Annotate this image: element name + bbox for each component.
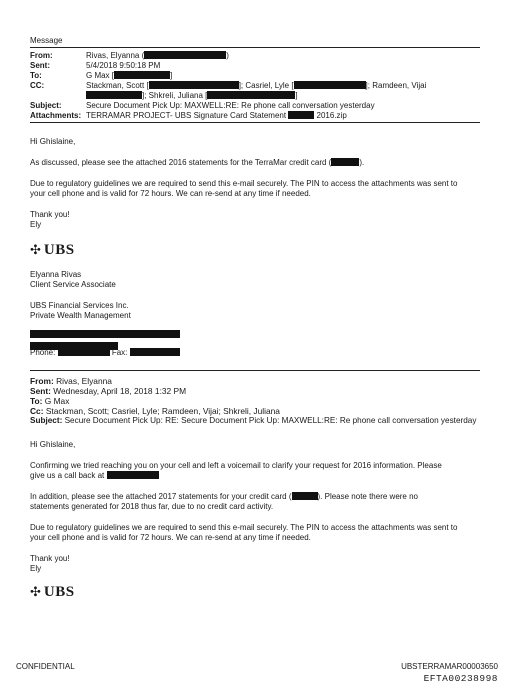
to-value: G Max [ ]: [86, 71, 173, 80]
ubs-wordmark: UBS: [43, 242, 75, 258]
redaction: [114, 71, 170, 79]
body-paragraph: your cell phone and is valid for 72 hours. We can re-send at any time if needed.: [30, 189, 311, 198]
ubs-keys-icon: ✣: [30, 585, 41, 600]
ubs-keys-icon: ✣: [30, 243, 41, 258]
confidential-label: CONFIDENTIAL: [16, 662, 75, 671]
redaction: [58, 348, 110, 356]
cc-label: CC:: [30, 81, 45, 90]
from-label: From:: [30, 51, 53, 60]
msg2-paragraph: In addition, please see the attached 2017 statements for your credit card ( ). Please note there were no: [30, 492, 419, 501]
redaction: [207, 91, 295, 99]
redaction: [292, 492, 318, 500]
msg2-to: To: G Max: [30, 396, 70, 406]
signature-title: Client Service Associate: [30, 280, 116, 289]
redaction: [144, 51, 226, 59]
msg2-paragraph: Due to regulatory guidelines we are required to send this e-mail securely. The PIN to access the attachments was sent to: [30, 523, 458, 532]
ubs-wordmark: UBS: [43, 584, 75, 600]
sent-value: 5/4/2018 9:50:18 PM: [86, 61, 161, 70]
msg2-greeting: Hi Ghislaine,: [30, 440, 76, 449]
thanks: Thank you!: [30, 210, 70, 219]
redaction: [107, 471, 159, 479]
signature-name: Elyanna Rivas: [30, 270, 82, 279]
header-rule-bottom: [30, 122, 480, 123]
msg2-from: From: Rivas, Elyanna: [30, 376, 112, 386]
msg2-paragraph: Confirming we tried reaching you on your cell and left a voicemail to clarify your request for 2016 information. Please: [30, 461, 442, 470]
subject-value: Secure Document Pick Up: MAXWELL:RE: Re phone call conversation yesterday: [86, 101, 375, 110]
cc-value-line1: Stackman, Scott [ ]; Casriel, Lyle [ ]; Ramdeen, Vijai: [86, 81, 427, 90]
greeting: Hi Ghislaine,: [30, 137, 76, 146]
attachments-value[interactable]: TERRAMAR PROJECT- UBS Signature Card Statement 2016.zip: [86, 111, 347, 120]
from-value: Rivas, Elyanna ( ): [86, 51, 229, 60]
ubs-logo: [30, 242, 75, 259]
msg2-subject: Subject: Secure Document Pick Up: RE: Secure Document Pick Up: MAXWELL:RE: Re phone call conversation yesterday: [30, 416, 477, 425]
to-label: To:: [30, 71, 42, 80]
sign: Ely: [30, 220, 42, 229]
body-paragraph: Due to regulatory guidelines we are required to send this e-mail securely. The PIN to access the attachments was sent to: [30, 179, 458, 188]
redaction: [86, 91, 142, 99]
attachments-label: Attachments:: [30, 111, 82, 120]
sent-label: Sent:: [30, 61, 50, 70]
signature-division: Private Wealth Management: [30, 311, 131, 320]
message-separator: [30, 370, 480, 371]
body-paragraph: As discussed, please see the attached 2016 statements for the TerraMar credit card ( ).: [30, 158, 365, 167]
redaction: [149, 81, 239, 89]
efta-number: EFTA00238998: [423, 673, 498, 684]
ubs-logo: [30, 584, 75, 601]
signature-company: UBS Financial Services Inc.: [30, 301, 129, 310]
bates-number: UBSTERRAMAR00003650: [401, 662, 498, 671]
redaction: [130, 348, 180, 356]
msg2-sign: Ely: [30, 564, 42, 573]
msg2-thanks: Thank you!: [30, 554, 70, 563]
header-rule: [30, 47, 480, 48]
msg2-paragraph: statements generated for 2018 thus far, due to no credit card activity.: [30, 502, 274, 511]
redaction: [331, 158, 359, 166]
msg2-cc: Cc: Stackman, Scott; Casriel, Lyle; Ramdeen, Vijai; Shkreli, Juliana: [30, 406, 280, 416]
msg2-paragraph: your cell phone and is valid for 72 hours. We can re-send at any time if needed.: [30, 533, 311, 542]
cc-value-line2: ]; Shkreli, Juliana [ ]: [86, 91, 298, 101]
signature-phone-fax: Phone: Fax:: [30, 348, 180, 358]
msg2-paragraph: give us a call back at: [30, 471, 159, 481]
msg2-sent: Sent: Wednesday, April 18, 2018 1:32 PM: [30, 386, 187, 396]
redaction: [288, 111, 314, 119]
redaction: [294, 81, 366, 89]
message-label: Message: [30, 36, 63, 45]
subject-label: Subject:: [30, 101, 62, 110]
